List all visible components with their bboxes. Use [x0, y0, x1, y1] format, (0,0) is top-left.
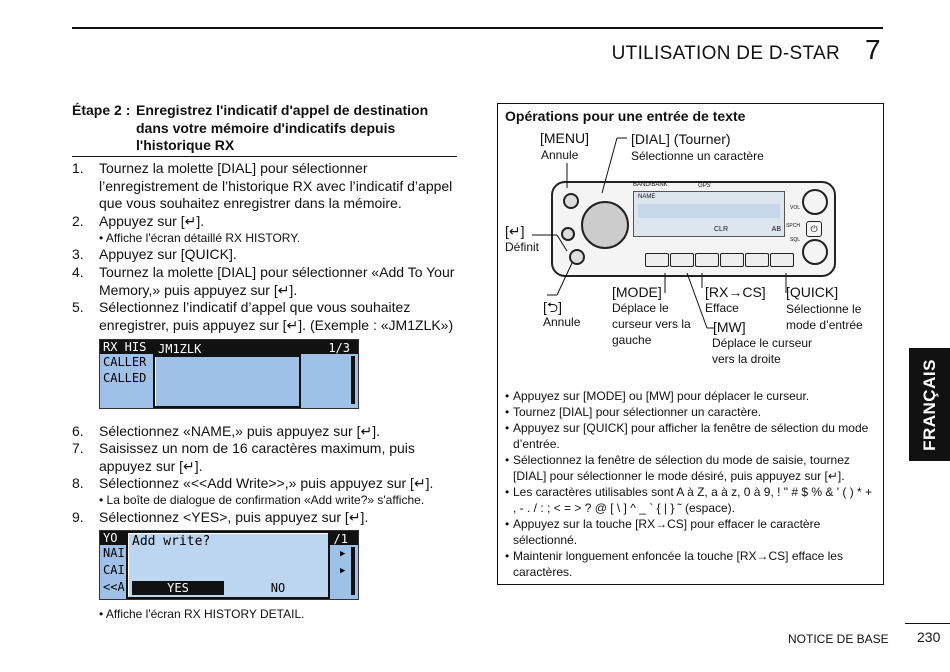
item-number: 6. — [72, 423, 84, 439]
radio-clr: CLR — [714, 226, 729, 233]
bullet-text: Les caractères utilisables sont A à Z, a à z, 0 à 9, ! " # $ % & ' ( ) * + , - . / : ; < = > ? @ [ \ ] ^ _ ` { | } ˜ (espace). — [513, 485, 873, 515]
mw-label: [MW] — [713, 319, 746, 335]
radio-sql: SQL — [789, 237, 800, 243]
note: • Affiche l'écran détaillé RX HISTORY. — [99, 231, 301, 245]
arrow-right-icon: ▶ — [340, 549, 346, 559]
language-tab-label: FRANÇAIS — [919, 358, 939, 451]
item-number: 4. — [72, 264, 84, 280]
arrow-right-icon: ▶ — [340, 566, 346, 576]
menu-desc: Annule — [541, 148, 579, 162]
radio-gps-label: GPS — [698, 183, 711, 189]
item-text: Sélectionnez «<<Add Write>>,» puis appuyez sur [↵]. — [99, 475, 434, 491]
lcd-row: CALLED — [103, 371, 147, 385]
lcd-page: 1/3 — [328, 341, 350, 355]
chapter-title: UTILISATION DE D-STAR — [611, 43, 840, 64]
radio-ab: AB — [771, 226, 781, 233]
item-text: Appuyez sur [↵]. — [99, 213, 205, 229]
item-text: Sélectionnez l’indicatif d’appel que vous souhaitez enregistrer, puis appuyez sur [↵]. (Exemple : «JM1ZLK») — [99, 299, 454, 333]
item-text: Tournez la molette [DIAL] pour sélectionner l’enregistrement de l’historique RX avec l’indicatif d’appel que vous souhaitez enregistrer dans la mémoire. — [99, 160, 453, 211]
item-number: 1. — [72, 160, 84, 176]
back-desc: Annule — [543, 315, 581, 329]
lcd-title: YO — [103, 531, 118, 545]
page-number: 230 — [917, 629, 941, 645]
scrollbar — [351, 547, 355, 595]
note: • Affiche l'écran RX HISTORY DETAIL. — [99, 607, 305, 621]
radio-band-label: BAND/BANK — [633, 182, 668, 188]
radio-spch: SPCH — [786, 223, 800, 229]
lcd-row: CALLER — [103, 355, 147, 369]
lcd-popup — [153, 340, 301, 408]
bullet-text: Appuyez sur la touche [RX→CS] pour effacer le caractère sélectionné. — [513, 517, 821, 547]
yes-button[interactable]: YES — [132, 581, 224, 595]
radio-vol: VOL — [789, 205, 800, 211]
lcd-row: CAI — [103, 563, 125, 577]
lcd-screenshot-rx-history — [99, 339, 359, 409]
dial-label: [DIAL] (Tourner) — [631, 131, 731, 147]
back-label: [⮌] — [543, 299, 562, 315]
lcd-page: /1 — [333, 532, 348, 546]
dialog-title: Add write? — [132, 534, 211, 549]
chapter-number: 7 — [865, 34, 881, 65]
scrollbar — [351, 356, 355, 404]
item-number: 9. — [72, 509, 84, 525]
callout-lines — [497, 103, 883, 363]
item-number: 5. — [72, 299, 84, 315]
menu-label: [MENU] — [540, 130, 589, 146]
step-title: Enregistrez l'indicatif d'appel de destination dans votre mémoire d'indicatifs depuis l'historique RX — [136, 102, 429, 153]
enter-desc: Définit — [505, 240, 540, 254]
box-title: Opérations pour une entrée de texte — [505, 108, 746, 124]
mode-desc: Déplace le curseur vers la gauche — [612, 301, 691, 347]
step-rule — [72, 156, 457, 157]
note: • La boîte de dialogue de confirmation «Add write?» s'affiche. — [99, 493, 425, 507]
header-rule — [72, 27, 883, 29]
dial-desc: Sélectionne un caractère — [631, 149, 764, 163]
item-number: 3. — [72, 246, 84, 262]
footer-rule — [905, 623, 950, 624]
item-text: Sélectionnez «NAME,» puis appuyez sur [↵]. — [99, 423, 380, 439]
step-label: Étape 2 : — [72, 102, 131, 118]
popup-selected: JM1ZLK — [155, 342, 299, 357]
item-number: 2. — [72, 213, 84, 229]
quick-label: [QUICK] — [786, 284, 839, 300]
power-icon[interactable]: ⏻ — [806, 221, 822, 237]
lcd-title: RX HIS — [103, 340, 147, 354]
quick-desc: Sélectionne le mode d’entrée — [786, 302, 863, 332]
item-text: Sélectionnez <YES>, puis appuyez sur [↵]. — [99, 509, 369, 525]
lcd-screenshot-add-write — [99, 530, 359, 600]
lcd-row: NAI — [103, 546, 125, 560]
bullet-text: Appuyez sur [QUICK] pour afficher la fenêtre de sélection du mode d’entrée. — [513, 421, 869, 451]
rxcs-desc: Efface — [705, 301, 739, 315]
item-text: Tournez la molette [DIAL] pour sélectionner «Add To Your Memory,» puis appuyez sur [↵]. — [99, 264, 455, 298]
item-text: Appuyez sur [QUICK]. — [99, 246, 237, 262]
bullet-text: Appuyez sur [MODE] ou [MW] pour déplacer le curseur. — [513, 389, 810, 403]
mw-desc: Déplace le curseur vers la droite — [712, 336, 813, 366]
rxcs-label: [RX→CS] — [705, 284, 766, 300]
radio-display-label: NAME — [638, 194, 656, 200]
bullet-text: Sélectionnez la fenêtre de sélection du mode de saisie, tournez [DIAL] pour sélectionner le mode désiré, puis appuyez sur [↵]. — [513, 453, 850, 483]
no-button[interactable]: NO — [270, 581, 286, 595]
item-number: 8. — [72, 475, 84, 491]
footer-text: NOTICE DE BASE — [788, 632, 889, 646]
enter-label: [↵] — [505, 223, 525, 239]
bullet-text: Maintenir longuement enfoncée la touche [RX→CS] efface les caractères. — [513, 549, 843, 579]
item-number: 7. — [72, 440, 84, 456]
confirm-dialog — [126, 531, 330, 599]
mode-label: [MODE] — [612, 284, 662, 300]
item-text: Saisissez un nom de 16 caractères maximum, puis appuyez sur [↵]. — [99, 440, 415, 474]
language-tab — [909, 348, 950, 461]
bullet-text: Tournez [DIAL] pour sélectionner un caractère. — [513, 405, 762, 419]
lcd-row: <<A — [103, 580, 125, 594]
